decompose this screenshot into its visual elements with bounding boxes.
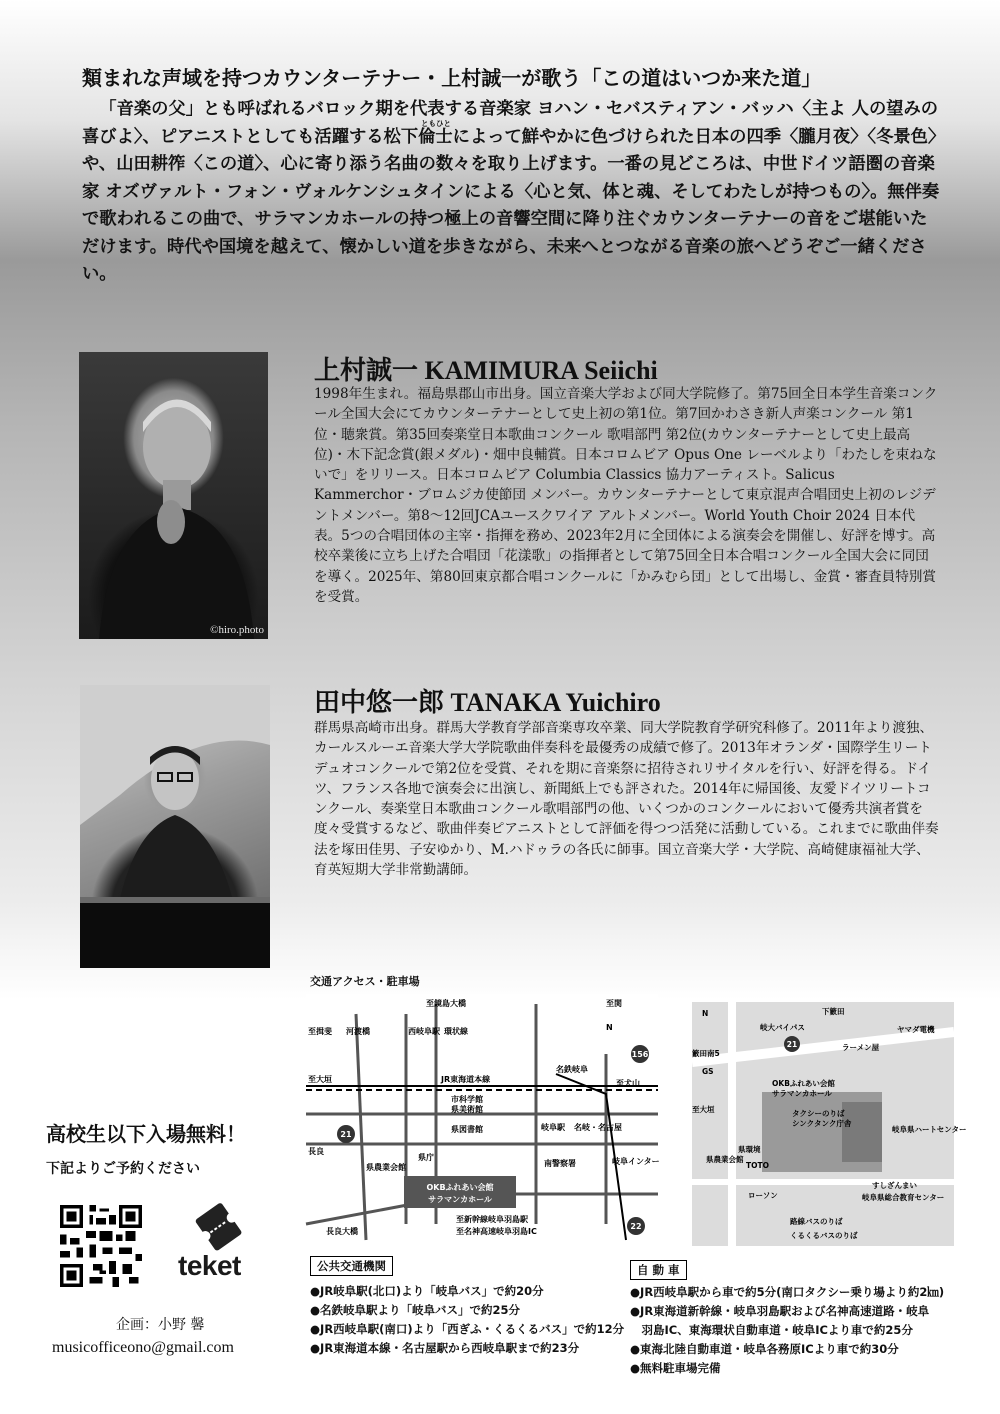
map-nogyo: 県農業会館 [366, 1163, 406, 1172]
list-item: ●無料駐車場完備 [630, 1361, 721, 1375]
planner-credit: 企画：小野 馨 [116, 1317, 205, 1333]
map-hall-label: OKBふれあい会館 [426, 1183, 494, 1192]
ruby-tomohito: ともひと [421, 119, 451, 128]
qr-code[interactable] [60, 1205, 142, 1287]
map-hall-label-2: サラマンカホール [428, 1195, 492, 1204]
map-kanjo: 環状線 [444, 1027, 468, 1036]
map-nishigifu: 西岐阜駅 [408, 1027, 440, 1036]
map-meitetsu: 名鉄岐阜 [556, 1065, 588, 1074]
map2-route21: 21 [786, 1040, 798, 1049]
car-header: 自 動 車 [630, 1260, 687, 1280]
free-admission-notice: 高校生以下入場無料！ [46, 1122, 246, 1146]
map-route156: 156 [631, 1050, 649, 1059]
photo-credit: ©hiro.photo [210, 624, 264, 636]
list-item: ●東海北陸自動車道・岐阜各務原ICより車で約30分 [630, 1342, 899, 1356]
map-nagarabashi: 長良大橋 [326, 1227, 358, 1236]
map-south-police: 南警察署 [544, 1159, 576, 1168]
map-north: N [606, 1023, 613, 1032]
performer-name-kamimura: 上村誠一 KAMIMURA Seiichi [314, 356, 658, 385]
map-nagara: 長良 [308, 1147, 324, 1156]
map2-ogaki: 至大垣 [692, 1105, 715, 1114]
teket-logo[interactable]: teket [178, 1250, 241, 1281]
map2-ramen: ラーメン屋 [842, 1043, 880, 1052]
teket-ticket-icon[interactable] [194, 1200, 242, 1252]
list-item: ●名鉄岐阜駅より「岐阜バス」で約25分 [310, 1303, 521, 1317]
map-meiji: 名岐・名古屋 [574, 1123, 622, 1132]
map2-toto: TOTO [746, 1161, 769, 1170]
performer-bio-kamimura: 1998年生まれ。福島県郡山市出身。国立音楽大学および同大学院修了。第75回全日本学生音楽コンクール全国大会にてカウンターテナーとして史上初の第1位。第7回かわさき新人声楽コンクール 第1位・聴衆賞。第35回奏楽堂日本歌曲コンクール 歌唱部門 第2位(カウンターテナーとして史上最高位)・木下記念賞(銀メダル)・畑中良輔賞。日本コロムビア Opus One レーベルより「わたしを束ねないで」をリリース。日本コロムビア Columbia Classics 協力アーティスト。Salicus Kammerchor・ブロムジカ使節団 メンバー。カウンターテナーとして東京混声合唱団史上初のレジデントメンバー。第8〜12回JCAユースクワイア アルトメンバー。World Youth Choir 2024 日本代表。5つの合唱団体の主宰・指揮を務め、2023年2月に全団体による演奏会を開催し、好評を博す。高校卒業後に立ち上げた合唱団「花漾歌」の指揮者として第75回全日本合唱コンクール全国大会に同団を導く。2025年、第80回東京都合唱コンクールに「かみむら団」として出場し、金賞・審査員特別賞を受賞。 [314, 386, 938, 605]
public-transit-header: 公共交通機関 [310, 1256, 393, 1276]
map2-north: N [702, 1009, 709, 1018]
map2-gs: GS [702, 1067, 714, 1076]
tanaka-photo [80, 685, 270, 968]
list-item: ●JR西岐阜駅から車で約5分(南口タクシー乗り場より約2㎞) [630, 1285, 945, 1299]
map2-heart: 岐阜県ハートセンター [892, 1125, 967, 1134]
map-sekikawa: 至関 [606, 999, 622, 1008]
map2-taxi: タクシーのりば [792, 1109, 845, 1118]
map-route22: 22 [630, 1222, 642, 1231]
map-tokaido: JR東海道本線 [441, 1075, 491, 1084]
portrait-silhouette-1 [79, 352, 268, 639]
map-meishin: 至名神高速岐阜羽島IC [456, 1227, 537, 1236]
list-item: 羽島IC、東海環状自動車道・岐阜ICより車で約25分 [630, 1323, 913, 1337]
map2-shimoyabu: 下籔田 [822, 1007, 845, 1016]
list-item: ●JR東海道新幹線・岐阜羽島駅および名神高速道路・岐阜 [630, 1304, 930, 1318]
map-ogaki: 至大垣 [308, 1075, 332, 1084]
list-item: ●JR岐阜駅(北口)より「岐阜バス」で約20分 [310, 1284, 544, 1298]
performer-bio-tanaka: 群馬県高崎市出身。群馬大学教育学部音楽専攻卒業、同大学院教育学研究科修了。2011年より渡独、カールスルーエ音楽大学大学院歌曲伴奏科を最優秀の成績で修了。2013年オランダ・国際学生リートデュオコンクールで第2位を受賞、それを期に音楽祭に招待されリサイタルを行い、好評を得る。ドイツ、フランス各地で演奏会に出演し、新聞紙上でも評された。2014年に帰国後、友愛ドイツリートコンクール、奏楽堂日本歌曲コンクール歌唱部門の他、いくつかのコンクールにおいて優秀共演者賞を度々受賞するなど、歌曲伴奏ピアニストとして評価を得つつ活発に活動している。これまでに歌曲伴奏法を塚田佳男、子安ゆかり、M.ハドゥラの各氏に師事。国立音楽大学・大学院、高崎健康福祉大学、育英短期大学非常勤講師。 [314, 720, 939, 879]
map2-hall: OKBふれあい会館 [772, 1079, 835, 1088]
performer-name-tanaka: 田中悠一郎 TANAKA Yuichiro [314, 688, 661, 717]
public-transit-list [310, 1282, 624, 1358]
access-title: 交通アクセス・駐車場 [310, 975, 420, 988]
map-route21: 21 [340, 1130, 352, 1139]
map-shinkansen: 至新幹線岐阜羽島駅 [456, 1215, 528, 1224]
kamimura-photo [79, 352, 268, 639]
area-map [306, 994, 658, 1240]
map-gifu-station: 岐阜駅 [541, 1123, 565, 1132]
reservation-instruction: 下記よりご予約ください [46, 1161, 200, 1177]
car-access-list [630, 1283, 944, 1378]
map2-bypass: 岐大バイパス [760, 1023, 805, 1032]
map2-yabuta: 籔田南5 [692, 1049, 720, 1058]
map-kagashima: 至鏡島大橋 [426, 999, 466, 1008]
headline: 類まれな声域を持つカウンターテナー・上村誠一が歌う「この道はいつか来た道」 [82, 66, 822, 90]
map-prefecture: 県庁 [418, 1153, 434, 1162]
contact-email[interactable]: musicofficeono@gmail.com [52, 1339, 234, 1356]
map-inuyama: 至犬山 [616, 1079, 640, 1088]
list-item: ●JR東海道本線・名古屋駅から西岐阜駅まで約23分 [310, 1341, 580, 1355]
map-kawatari: 河渡橋 [346, 1027, 370, 1036]
map2-kankyo: 県環境 [738, 1145, 761, 1154]
map2-hall-2: サラマンカホール [772, 1089, 832, 1098]
map2-think: シンクタンク庁舎 [792, 1119, 852, 1128]
map-museum-art: 県美術館 [451, 1105, 483, 1114]
map2-kyoiku: 岐阜県総合教育センター [862, 1193, 945, 1202]
map2-sushi: すしざんまい [872, 1181, 917, 1190]
map2-lawson: ローソン [748, 1191, 778, 1200]
map-gifu-ic: 岐阜インター [612, 1157, 660, 1166]
list-item: ●JR西岐阜駅(南口)より「西ぎふ・くるくるバス」で約12分 [310, 1322, 625, 1336]
detail-map [692, 1002, 967, 1246]
map-library: 県図書館 [451, 1125, 483, 1134]
intro-paragraph: 「音楽の父」とも呼ばれるバロック期を代表する音楽家 ヨハン・セバスティアン・バッハ〈主よ 人の望みの喜びよ〉、ピアニストとしても活躍する松下倫士によって鮮やかに色づけられた日本の四季〈朧月夜〉〈冬景色〉や、山田耕筰〈この道〉、心に寄り添う名曲の数々を取り上げます。一番の見どころは、中世ドイツ語圏の音楽家 オズヴァルト・フォン・ヴォルケンシュタインによる〈心と気、体と魂、そしてわたしが持つもの〉。無伴奏で歌われるこの曲で、サラマンカホールの持つ極上の音響空間に降り注ぐカウンターテナーの音をご堪能いただけます。時代や国境を越えて、懐かしい道を歩きながら、未来へとつながる音楽の旅へどうぞご一緒ください。 [82, 99, 940, 284]
map-ibi: 至揖斐 [308, 1027, 332, 1036]
map2-yamada: ヤマダ電機 [897, 1025, 935, 1034]
map2-kurukuru: くるくるバスのりば [790, 1231, 858, 1240]
map-museum-science: 市科学館 [451, 1095, 483, 1104]
portrait-silhouette-2 [80, 685, 270, 968]
map2-nogyo: 県農業会館 [706, 1155, 744, 1164]
map2-rosen: 路線バスのりば [790, 1217, 843, 1226]
